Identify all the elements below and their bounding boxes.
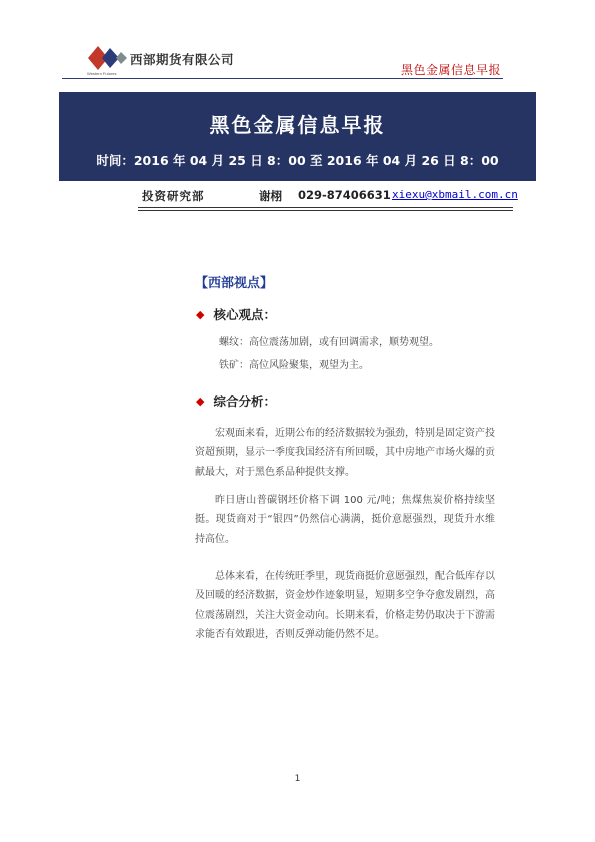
- core-point-rebar: 螺纹：高位震荡加剧，或有回调需求，顺势观望。: [219, 337, 439, 348]
- company-name: 西部期货有限公司: [130, 52, 235, 67]
- page-number: 1: [294, 774, 301, 784]
- analysis-paragraph-macro: 宏观面来看，近期公布的经济数据较为强劲，特别是固定资产投资超预期，显示一季度我国经济有所回暖，其中房地产市场火爆的贡献最大，对于黑色系品种提供支撑。: [195, 428, 495, 478]
- title-banner: [59, 92, 536, 181]
- phone-number: 029-87406631: [298, 188, 391, 202]
- core-view-heading-label: 核心观点：: [213, 307, 276, 322]
- analysis-heading: [196, 392, 276, 410]
- analysis-heading-label: 综合分析：: [213, 394, 276, 409]
- logo-caption: Western Futures: [87, 71, 117, 76]
- section-title: 【西部视点】: [195, 276, 274, 291]
- analysis-paragraph-summary: 总体来看，在传统旺季里，现货商挺价意愿强烈，配合低库存以及回暖的经济数据，资金炒作迹象明显，短期多空争夺愈发剧烈，高位震荡剧烈，关注大资金动向。长期来看，价格走势仍取决于下游需求能否有效跟进，否则反弹动能仍然不足。: [195, 571, 495, 640]
- department: 投资研究部: [142, 189, 205, 203]
- analysis-paragraph-spot: 昨日唐山普碳钢坯价格下调 100 元/吨；焦煤焦炭价格持续坚挺。现货商对于“银四”仍然信心满满，挺价意愿强烈，现货升水维持高位。: [195, 495, 495, 545]
- header-divider: [62, 78, 503, 79]
- analyst-name: 谢栩: [259, 189, 282, 203]
- email-link[interactable]: xiexu@xbmail.com.cn: [392, 188, 518, 201]
- company-logo: [86, 44, 136, 76]
- core-point-iron-ore: 铁矿：高位风险聚集，观望为主。: [219, 360, 369, 371]
- time-range: 时间：2016 年 04 月 25 日 8：00 至 2016 年 04 月 26 日 8：00: [96, 153, 499, 168]
- core-view-heading: [196, 305, 276, 323]
- contact-divider-bottom: [138, 210, 513, 211]
- report-title: 黑色金属信息早报: [209, 113, 386, 137]
- diamond-bullet-icon: ◆: [196, 395, 205, 408]
- contact-divider-top: [138, 207, 513, 208]
- diamond-bullet-icon: ◆: [196, 308, 205, 321]
- report-tag: 黑色金属信息早报: [400, 63, 501, 77]
